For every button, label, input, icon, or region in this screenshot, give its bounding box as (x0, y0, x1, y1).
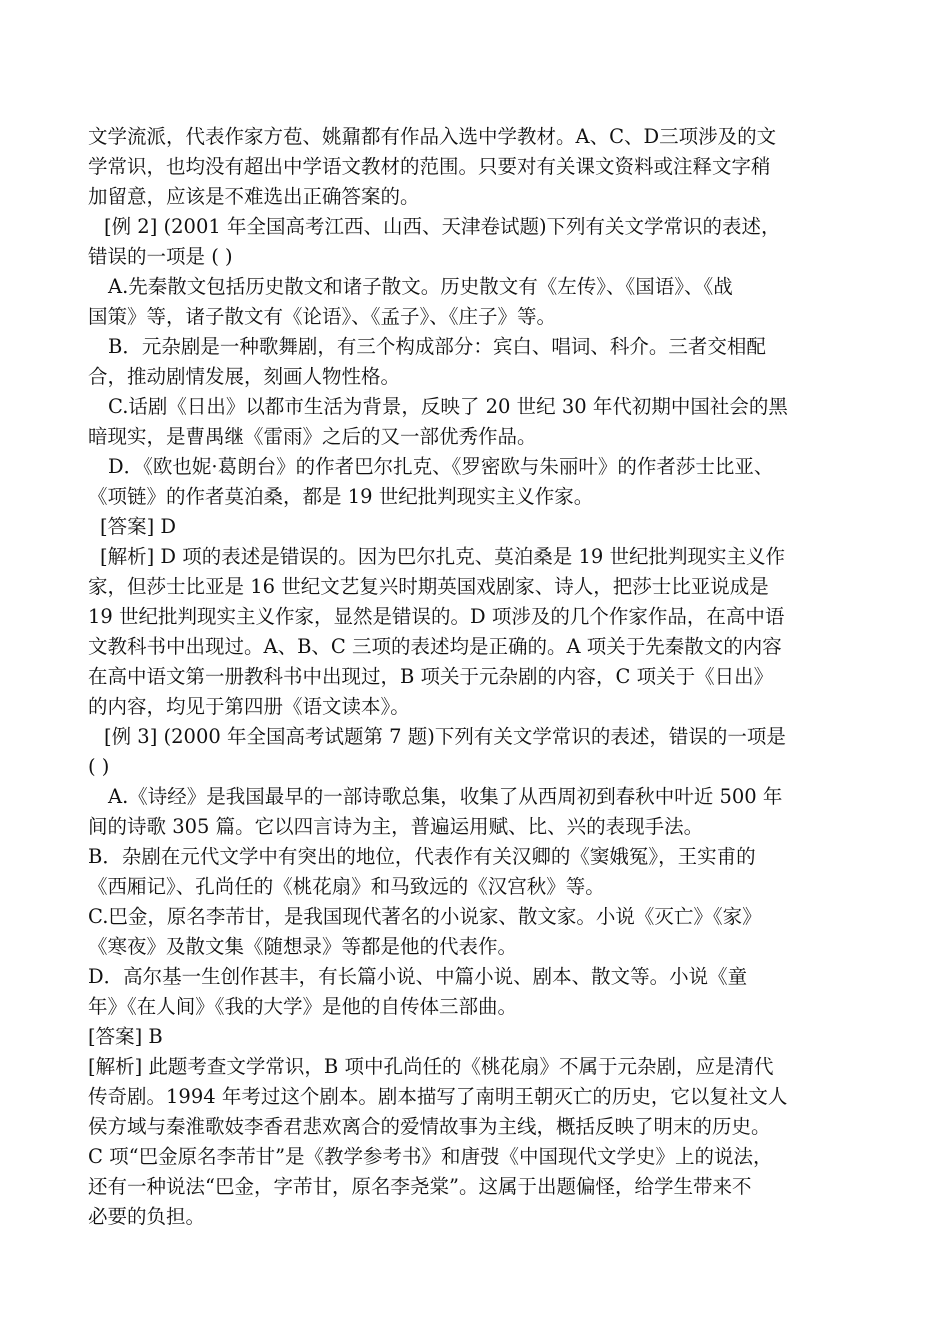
text-line: 暗现实，是曹禺继《雷雨》之后的又一部优秀作品。 (88, 425, 537, 448)
text-line: 《寒夜》及散文集《随想录》等都是他的代表作。 (88, 935, 518, 958)
text-line: 合，推动剧情发展，刻画人物性格。 (88, 365, 401, 388)
text-line: 在高中语文第一册教科书中出现过，B 项关于元杂剧的内容，C 项关于《日出》 (88, 665, 774, 688)
text-line: 文学流派，代表作家方苞、姚鼐都有作品入选中学教材。A、C、D三项涉及的文 (88, 125, 777, 148)
text-line: B．杂剧在元代文学中有突出的地位，代表作有关汉卿的《窦娥冤》，王实甫的 (88, 845, 756, 868)
text-line: 《项链》的作者莫泊桑，都是 19 世纪批判现实主义作家。 (88, 485, 594, 508)
text-line: C 项“巴金原名李芾甘”是《教学参考书》和唐弢《中国现代文学史》上的说法， (88, 1145, 773, 1168)
text-line: [答案] B (88, 1025, 163, 1048)
text-line: 间的诗歌 305 篇。它以四言诗为主，普遍运用赋、比、兴的表现手法。 (88, 815, 704, 838)
text-line: 国策》等，诸子散文有《论语》、《孟子》、《庄子》等。 (88, 305, 557, 328)
text-line: 传奇剧。1994 年考过这个剧本。剧本描写了南明王朝灭亡的历史，它以复社文人 (88, 1085, 788, 1108)
text-line: C.话剧《日出》以都市生活为背景，反映了 20 世纪 30 年代初期中国社会的黑 (108, 395, 788, 418)
text-line: D．《欧也妮·葛朗台》的作者巴尔扎克、《罗密欧与朱丽叶》的作者莎士比亚、 (108, 455, 774, 478)
text-line: 《西厢记》、孔尚任的《桃花扇》和马致远的《汉宫秋》等。 (88, 875, 605, 898)
text-line: 还有一种说法“巴金，字芾甘，原名李尧棠”。这属于出题偏怪，给学生带来不 (88, 1175, 752, 1198)
text-line: 年》《在人间》《我的大学》是他的自传体三部曲。 (88, 995, 518, 1018)
text-line: A.《诗经》是我国最早的一部诗歌总集，收集了从西周初到春秋中叶近 500 年 (108, 785, 783, 808)
text-line: [例 2] (2001 年全国高考江西、山西、天津卷试题)下列有关文学常识的表述， (104, 215, 781, 238)
text-line: 的内容，均见于第四册《语文读本》。 (88, 695, 410, 718)
text-line: A.先秦散文包括历史散文和诸子散文。历史散文有《左传》、《国语》、《战 (108, 275, 733, 298)
text-line: 学常识，也均没有超出中学语文教材的范围。只要对有关课文资料或注释文字稍 (88, 155, 771, 178)
text-line: 错误的一项是 ( ) (88, 245, 233, 268)
text-line: [例 3] (2000 年全国高考试题第 7 题)下列有关文学常识的表述，错误的一项是 (104, 725, 786, 748)
text-line: 加留意，应该是不难选出正确答案的。 (88, 185, 420, 208)
text-line: D．高尔基一生创作甚丰，有长篇小说、中篇小说、剧本、散文等。小说《童 (88, 965, 748, 988)
text-line: [解析] 此题考查文学常识，B 项中孔尚任的《桃花扇》不属于元杂剧，应是清代 (88, 1055, 774, 1078)
text-line: ( ) (88, 755, 110, 778)
text-line: 19 世纪批判现实主义作家，显然是错误的。D 项涉及的几个作家作品，在高中语 (88, 605, 785, 628)
text-line: B．元杂剧是一种歌舞剧，有三个构成部分：宾白、唱词、科介。三者交相配 (108, 335, 766, 358)
text-line: 必要的负担。 (88, 1205, 206, 1228)
text-line: 侯方域与秦淮歌妓李香君悲欢离合的爱情故事为主线，概括反映了明末的历史。 (88, 1115, 771, 1138)
text-line: [解析] D 项的表述是错误的。因为巴尔扎克、莫泊桑是 19 世纪批判现实主义作 (100, 545, 785, 568)
text-line: 家，但莎士比亚是 16 世纪文艺复兴时期英国戏剧家、诗人，把莎士比亚说成是 (88, 575, 769, 598)
document-page (88, 122, 868, 1232)
text-line: C.巴金，原名李芾甘，是我国现代著名的小说家、散文家。小说《灭亡》《家》 (88, 905, 762, 928)
text-line: [答案] D (100, 515, 177, 538)
text-line: 文教科书中出现过。A、B、C 三项的表述均是正确的。A 项关于先秦散文的内容 (88, 635, 782, 658)
